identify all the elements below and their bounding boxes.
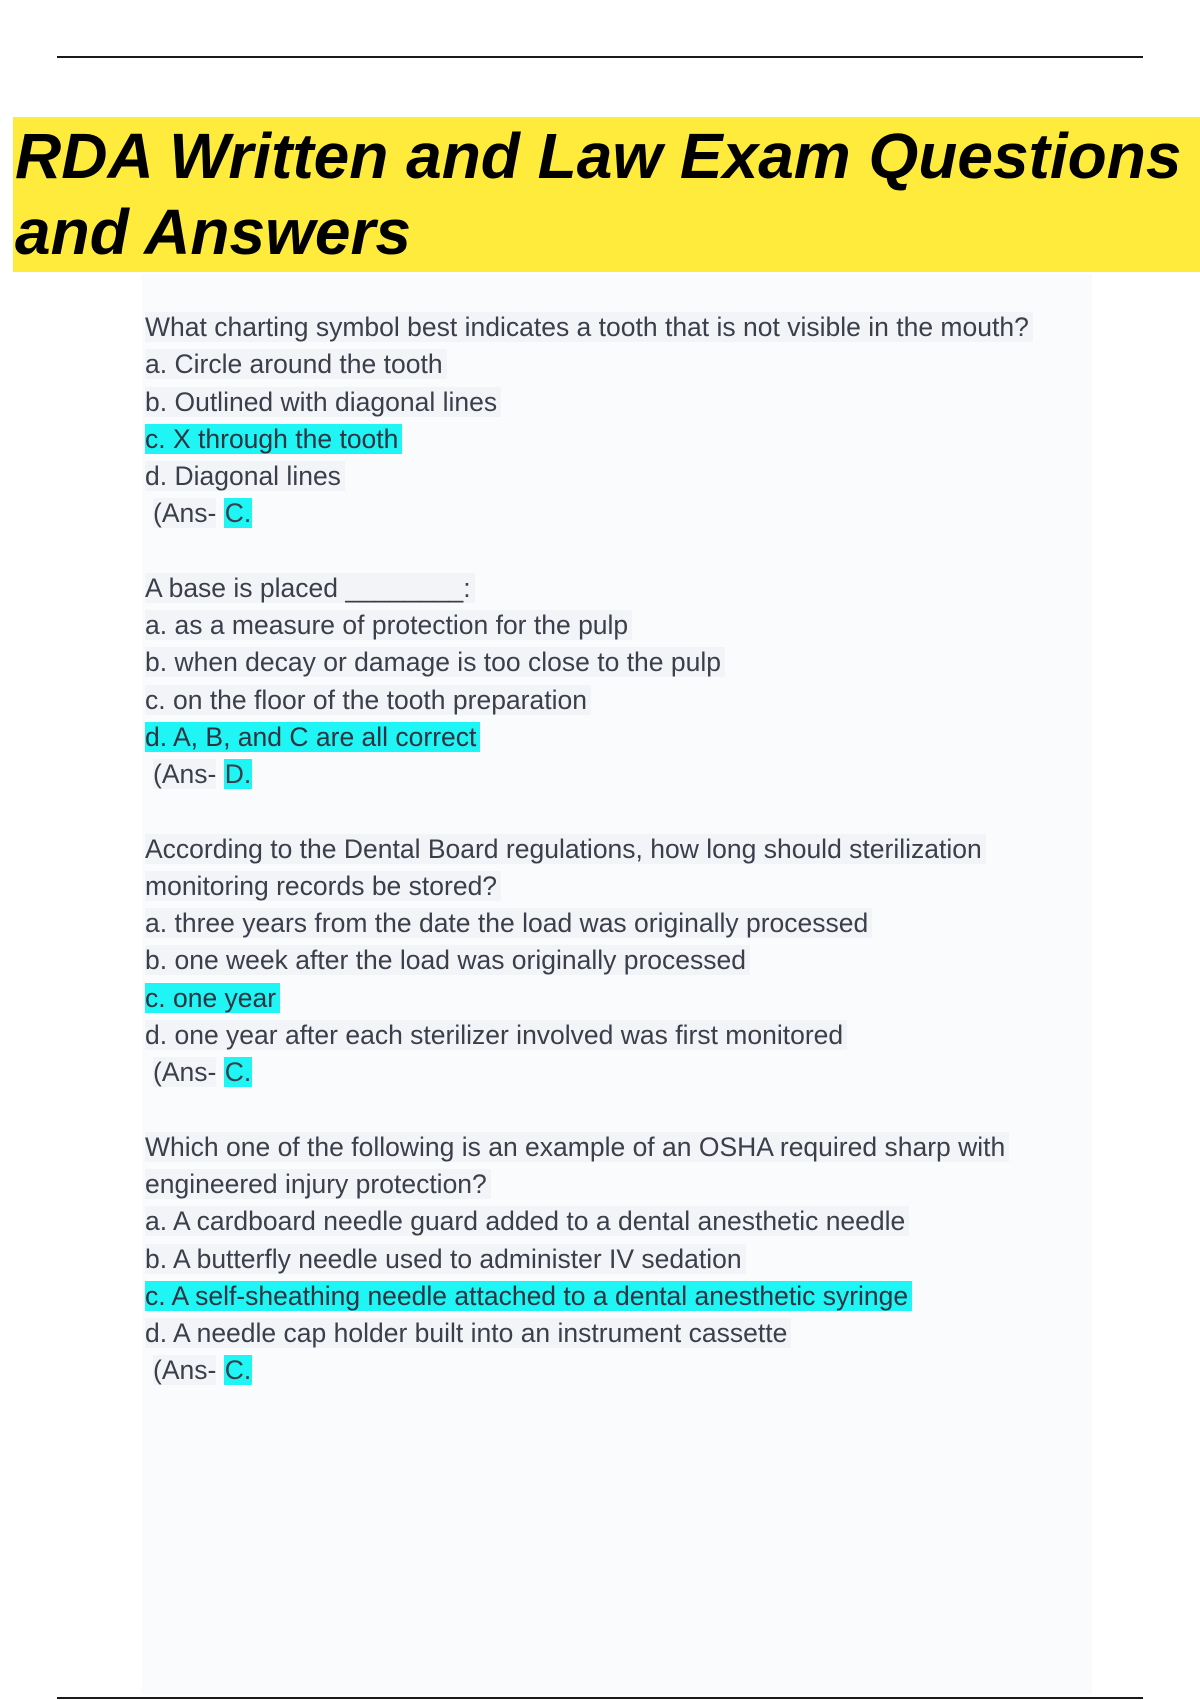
answer-key	[145, 1054, 1095, 1091]
answer-letter: C.	[224, 1057, 252, 1088]
document-title: RDA Written and Law Exam Questions and Answers	[15, 120, 1182, 268]
answer-key	[145, 1352, 1095, 1389]
answer-label: (Ans-	[153, 1057, 217, 1088]
option-text: d. one year after each sterilizer involved was first monitored	[145, 1020, 847, 1050]
question-block	[145, 831, 1095, 1092]
answer-option	[145, 905, 1095, 942]
option-text: b. one week after the load was originally processed	[145, 945, 750, 975]
answer-label: (Ans-	[153, 498, 217, 529]
question-text	[145, 868, 1095, 905]
question-text-line: Which one of the following is an example of an OSHA required sharp with	[145, 1132, 1009, 1162]
question-list	[145, 309, 1095, 1390]
option-text: a. Circle around the tooth	[145, 349, 447, 379]
question-text-line: A base is placed ________:	[145, 573, 475, 603]
option-text: c. on the floor of the tooth preparation	[145, 685, 591, 715]
option-text: a. as a measure of protection for the pulp	[145, 610, 632, 640]
option-text: d. A, B, and C are all correct	[145, 722, 480, 752]
question-block	[145, 309, 1095, 533]
answer-option	[145, 1017, 1095, 1054]
option-text: b. Outlined with diagonal lines	[145, 387, 501, 417]
answer-option	[145, 1203, 1095, 1240]
answer-label: (Ans-	[153, 759, 217, 790]
answer-label: (Ans-	[153, 1355, 217, 1386]
question-text	[145, 831, 1095, 868]
option-text: b. when decay or damage is too close to the pulp	[145, 647, 725, 677]
answer-option	[145, 942, 1095, 979]
answer-letter: D.	[224, 759, 252, 790]
option-text: c. A self-sheathing needle attached to a dental anesthetic syringe	[145, 1281, 912, 1311]
question-text-line: According to the Dental Board regulations, how long should sterilization	[145, 834, 986, 864]
answer-option	[145, 1241, 1095, 1278]
correct-option	[145, 980, 1095, 1017]
answer-option	[145, 607, 1095, 644]
option-text: c. one year	[145, 983, 280, 1013]
question-text	[145, 1166, 1095, 1203]
option-text: b. A butterfly needle used to administer IV sedation	[145, 1244, 746, 1274]
question-text	[145, 1129, 1095, 1166]
correct-option	[145, 421, 1095, 458]
answer-option	[145, 682, 1095, 719]
option-text: d. Diagonal lines	[145, 461, 345, 491]
answer-option	[145, 644, 1095, 681]
question-text	[145, 570, 1095, 607]
top-rule	[57, 56, 1143, 58]
question-text-line: engineered injury protection?	[145, 1169, 491, 1199]
question-text-line: What charting symbol best indicates a tooth that is not visible in the mouth?	[145, 312, 1033, 342]
option-text: c. X through the tooth	[145, 424, 402, 454]
question-text	[145, 309, 1095, 346]
answer-option	[145, 458, 1095, 495]
answer-option	[145, 384, 1095, 421]
answer-letter: C.	[224, 1355, 252, 1386]
answer-key	[145, 756, 1095, 793]
question-text-line: monitoring records be stored?	[145, 871, 501, 901]
question-block	[145, 1129, 1095, 1390]
question-block	[145, 570, 1095, 794]
option-text: a. three years from the date the load was originally processed	[145, 908, 872, 938]
correct-option	[145, 1278, 1095, 1315]
answer-letter: C.	[224, 498, 252, 529]
answer-option	[145, 1315, 1095, 1352]
bottom-rule	[57, 1697, 1143, 1699]
answer-key	[145, 495, 1095, 532]
option-text: d. A needle cap holder built into an instrument cassette	[145, 1318, 791, 1348]
correct-option	[145, 719, 1095, 756]
option-text: a. A cardboard needle guard added to a dental anesthetic needle	[145, 1206, 909, 1236]
answer-option	[145, 346, 1095, 383]
